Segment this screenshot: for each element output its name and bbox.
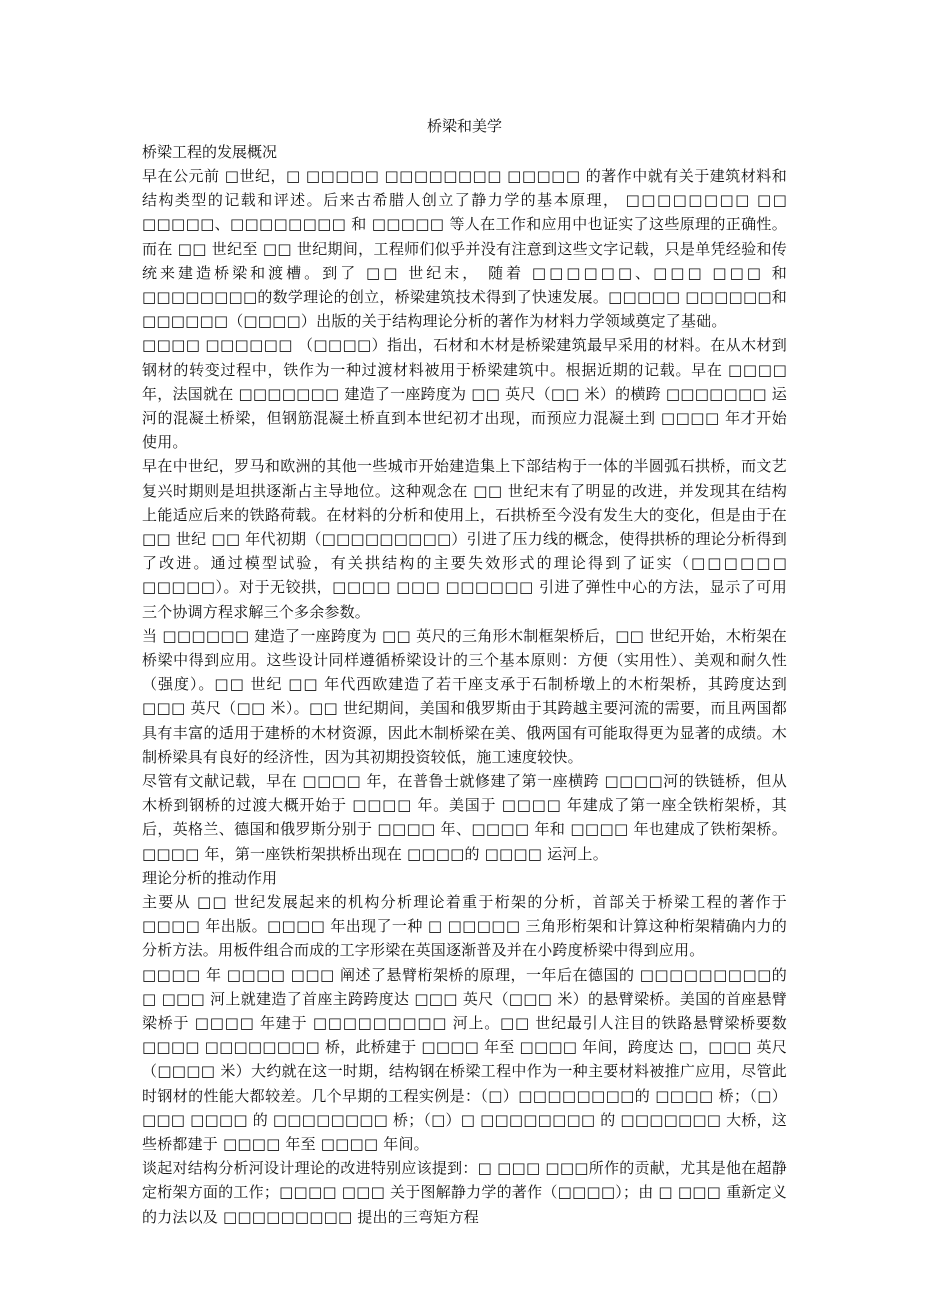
paragraph: 当 □□□□□□ 建造了一座跨度为 □□ 英尺的三角形木制框架桥后，□□ 世纪开始，木桁架在桥梁中得到应用。这些设计同样遵循桥梁设计的三个基本原则：方便（实用性）、美观和耐久性（强度）。□□ 世纪 □□ 年代西欧建造了若干座支承于石制桥墩上的木桁架桥，其跨度达到 □□□ 英尺（□□ 米）。□□ 世纪期间，美国和俄罗斯由于其跨越主要河流的需要，而且两国都具有丰富的适用于建桥的木材资源，因此木制桥梁在美、俄两国有可能取得更为显著的成绩。木制桥梁具有良好的经济性，因为其初期投资较低，施工速度较快。 [142, 626, 787, 766]
paragraph: 早在公元前 □世纪，□ □□□□□ □□□□□□□□ □□□□□ 的著作中就有关于建筑材料和结构类型的记载和评述。后来古希腊人创立了静力学的基本原理， □□□□□□□□ □□ □□□□□、□□□□□□□□ 和 □□□□□ 等人在工作和应用中也证实了这些原理的正确性。而在 □□ 世纪至 □□ 世纪期间，工程师们似乎并没有注意到这些文字记载，只是单凭经验和传统来建造桥梁和渡槽。到了 □□ 世纪末， 随着 □□□□□□、□□□ □□□ 和 □□□□□□□□的数学理论的创立，桥梁建筑技术得到了快速发展。□□□□□ □□□□□□和 □□□□□□（□□□□）出版的关于结构理论分析的著作为材料力学领域奠定了基础。 [142, 167, 787, 331]
paragraph: □□□□ 年 □□□□ □□□ 阐述了悬臂桁架桥的原理，一年后在德国的 □□□□□□□□□的 □ □□□ 河上就建造了首座主跨跨度达 □□□ 英尺（□□□ 米）的悬臂梁桥。美国的首座悬臂梁桥于 □□□□ 年建于 □□□□□□□□□ 河上。□□ 世纪最引人注目的铁路悬臂梁桥要数 □□□□ □□□□□□□□ 桥，此桥建于 □□□□ 年至 □□□□ 年间，跨度达 □，□□□ 英尺（□□□□ 米）大约就在这一时期，结构钢在桥梁工程中作为一种主要材料被推广应用，尽管此时钢材的性能大都较差。几个早期的工程实例是：（□）□□□□□□□□的 □□□□ 桥；（□）□□□ □□□□ 的 □□□□□□□□ 桥；（□）□ □□□□□□□□ 的 □□□□□□□ 大桥，这些桥都建于 □□□□ 年至 □□□□ 年间。 [142, 965, 787, 1153]
document-title: 桥梁和美学 [426, 117, 502, 135]
paragraph: 尽管有文献记载，早在 □□□□ 年，在普鲁士就修建了第一座横跨 □□□□河的铁链桥，但从木桥到钢桥的过渡大概开始于 □□□□ 年。美国于 □□□□ 年建成了第一座全铁桁架桥，其后，英格兰、德国和俄罗斯分别于 □□□□ 年、□□□□ 年和 □□□□ 年也建成了铁桁架桥。□□□□ 年，第一座铁桁架拱桥出现在 □□□□的 □□□□ 运河上。 [142, 772, 787, 863]
paragraph: 谈起对结构分析河设计理论的改进特别应该提到：□ □□□ □□□所作的贡献，尤其是他在超静定桁架方面的工作；□□□□ □□□ 关于图解静力学的著作（□□□□）；由 □ □□□ 重新定义的力法以及 □□□□□□□□□ 提出的三弯矩方程 [142, 1159, 787, 1226]
paragraph: 主要从 □□ 世纪发展起来的机构分析理论着重于桁架的分析，首部关于桥梁工程的著作于 □□□□ 年出版。□□□□ 年出现了一种 □ □□□□□ 三角形桁架和计算这种桁架精确内力的分析方法。用板件组合而成的工字形梁在英国逐渐普及并在小跨度桥梁中得到应用。 [142, 892, 787, 960]
section-heading-development: 桥梁工程的发展概况 [142, 143, 278, 161]
paragraph: 早在中世纪，罗马和欧洲的其他一些城市开始建造集上下部结构于一体的半圆弧石拱桥，而文艺复兴时期则是坦拱逐渐占主导地位。这种观念在 □□ 世纪末有了明显的改进，并发现其在结构上能适应后来的铁路荷载。在材料的分析和使用上，石拱桥至今没有发生大的变化，但是由于在 □□ 世纪 □□ 年代初期（□□□□□□□□□）引进了压力线的概念，使得拱桥的理论分析得到了改进。通过模型试验，有关拱结构的主要失效形式的理论得到了证实（□□□□□□ □□□□□）。对于无铰拱，□□□□ □□□ □□□□□□ 引进了弹性中心的方法，显示了可用三个协调方程求解三个多余参数。 [142, 457, 787, 621]
paragraph: □□□□ □□□□□□ （□□□□）指出，石材和木材是桥梁建筑最早采用的材料。在从木材到钢材的转变过程中，铁作为一种过渡材料被用于桥梁建筑中。根据近期的记载。早在 □□□□ 年，法国就在 □□□□□□□ 建造了一座跨度为 □□ 英尺（□□ 米）的横跨 □□□□□□□ 运河的混凝土桥梁，但钢筋混凝土桥直到本世纪初才出现，而预应力混凝土到 □□□□ 年才开始使用。 [142, 336, 787, 452]
section-heading-theory: 理论分析的推动作用 [142, 868, 278, 887]
